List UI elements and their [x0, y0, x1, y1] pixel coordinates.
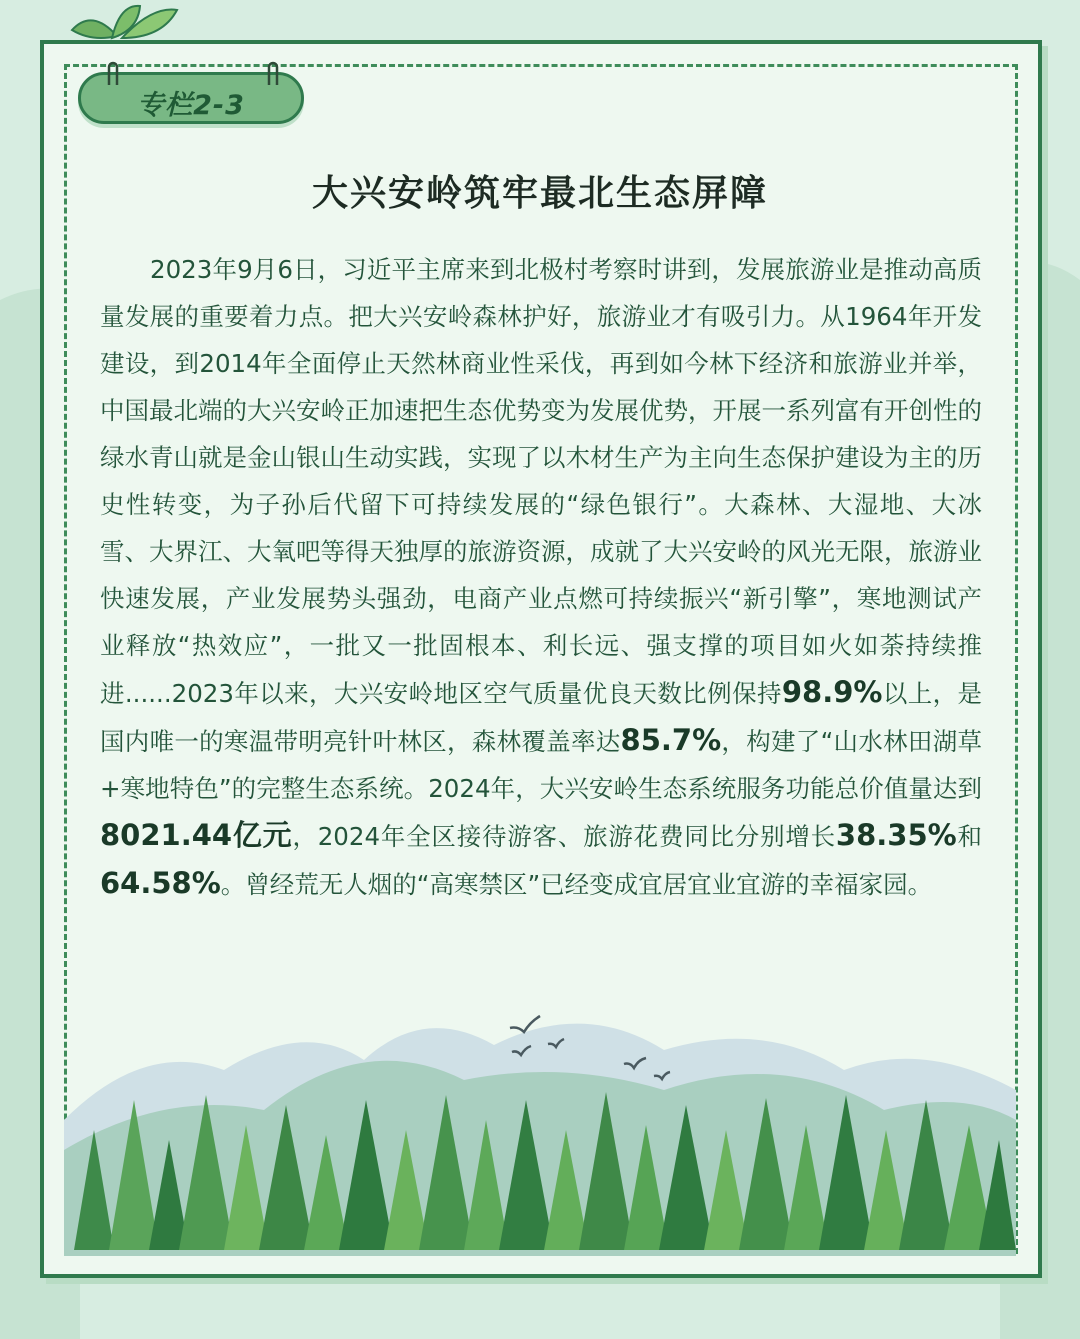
highlight-value: 64.58%: [100, 866, 221, 900]
highlight-value: 85.7%: [620, 723, 722, 757]
column-tag-label: 专栏2-3: [137, 90, 245, 121]
binder-ring-icon: [265, 59, 281, 85]
highlight-value: 38.35%: [835, 818, 957, 852]
body-text: 2023年9月6日，习近平主席来到北极村考察时讲到，发展旅游业是推动高质量发展的重要着力点。把大兴安岭森林护好，旅游业才有吸引力。从1964年开发建设，到2014年全面停止天然林商业性采伐，再到如今林下经济和旅游业并举，中国最北端的大兴安岭正加速把生态优势变为发展优势，开展一系列富有开创性的绿水青山就是金山银山生动实践，实现了以木材生产为主向生态保护建设为主的历史性转变，为子孙后代留下可持续发展的“绿色银行”。大森林、大湿地、大冰雪、大界江、大氧吧等得天独厚的旅游资源，成就了大兴安岭的风光无限，旅游业快速发展，产业发展势头强劲，电商产业点燃可持续振兴“新引擎”，寒地测试产业释放“热效应”，一批又一批固根本、利长远、强支撑的项目如火如荼持续推进......2023年以来，大兴安岭地区空气质量优良天数比例保持: [100, 255, 982, 708]
highlight-value: 98.9%: [781, 675, 883, 709]
binder-ring-icon: [105, 59, 121, 85]
page-title: 大兴安岭筑牢最北生态屏障: [311, 173, 768, 214]
body-text: 和: [956, 822, 982, 851]
body-text: ，2024年全区接待游客、旅游花费同比分别增长: [292, 822, 836, 851]
body-text: 。曾经荒无人烟的“高寒禁区”已经变成宜居宜业宜游的幸福家园。: [220, 870, 933, 899]
body-text: 以上，是国内唯一的寒温带明亮针叶林区，森林覆盖率达: [100, 679, 982, 756]
highlight-value: 8021.44亿元: [100, 818, 293, 852]
body-text: ，构建了“山水林田湖草+寒地特色”的完整生态系统。2024年，大兴安岭生态系统服务功能总价值量达到: [100, 727, 982, 803]
body-paragraph: [100, 246, 982, 908]
forest-illustration: [64, 1000, 1016, 1256]
column-tag: [78, 72, 304, 124]
